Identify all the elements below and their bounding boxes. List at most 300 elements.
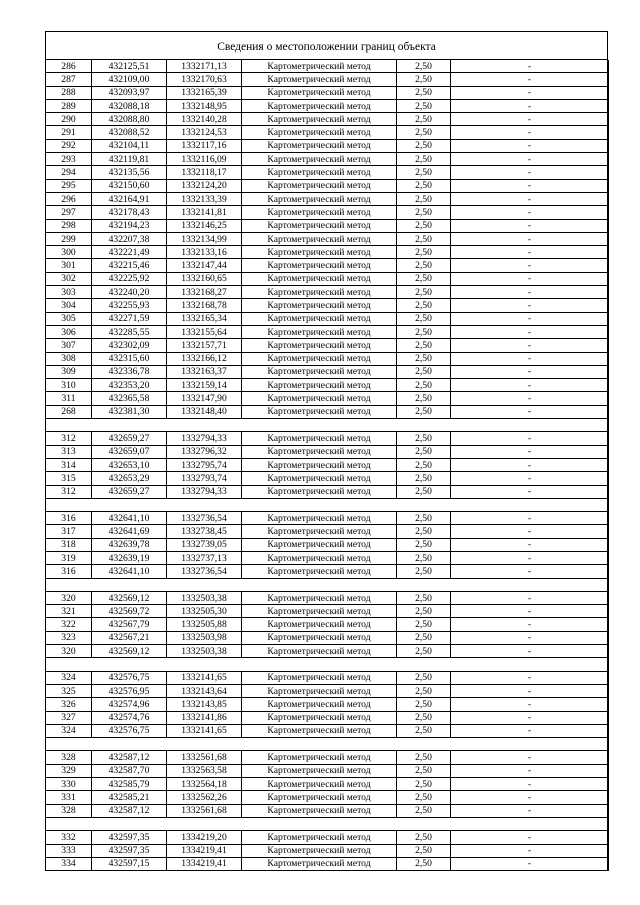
y-coordinate-cell: 1332794,33: [167, 432, 242, 445]
method-cell: Картометрический метод: [242, 472, 397, 485]
y-coordinate-cell: 1332561,68: [167, 751, 242, 764]
method-cell: Картометрический метод: [242, 259, 397, 272]
point-number-cell: 326: [46, 698, 92, 711]
x-coordinate-cell: 432597,35: [92, 844, 167, 857]
point-number-cell: 321: [46, 605, 92, 618]
method-cell: Картометрический метод: [242, 60, 397, 73]
y-coordinate-cell: 1332166,12: [167, 352, 242, 365]
x-coordinate-cell: 432585,21: [92, 791, 167, 804]
x-coordinate-cell: 432576,95: [92, 684, 167, 697]
table-row: [46, 711, 609, 724]
x-coordinate-cell: 432088,18: [92, 99, 167, 112]
table-row: [46, 325, 609, 338]
table-row: [46, 352, 609, 365]
method-cell: Картометрический метод: [242, 751, 397, 764]
accuracy-cell: 2,50: [397, 565, 451, 578]
y-coordinate-cell: 1332159,14: [167, 379, 242, 392]
method-cell: Картометрический метод: [242, 591, 397, 604]
accuracy-cell: 2,50: [397, 60, 451, 73]
x-coordinate-cell: 432587,12: [92, 751, 167, 764]
point-number-cell: 320: [46, 645, 92, 658]
note-cell: -: [451, 538, 609, 551]
group-separator-row: [46, 419, 609, 432]
table-row: [46, 565, 609, 578]
y-coordinate-cell: 1332564,18: [167, 778, 242, 791]
accuracy-cell: 2,50: [397, 339, 451, 352]
note-cell: -: [451, 831, 609, 844]
accuracy-cell: 2,50: [397, 113, 451, 126]
note-cell: -: [451, 631, 609, 644]
table-row: [46, 153, 609, 166]
x-coordinate-cell: 432587,70: [92, 764, 167, 777]
x-coordinate-cell: 432194,23: [92, 219, 167, 232]
accuracy-cell: 2,50: [397, 485, 451, 498]
method-cell: Картометрический метод: [242, 99, 397, 112]
method-cell: Картометрический метод: [242, 724, 397, 737]
method-cell: Картометрический метод: [242, 631, 397, 644]
x-coordinate-cell: 432576,75: [92, 724, 167, 737]
table-row: [46, 778, 609, 791]
point-number-cell: 302: [46, 272, 92, 285]
x-coordinate-cell: 432641,10: [92, 565, 167, 578]
y-coordinate-cell: 1332168,27: [167, 286, 242, 299]
method-cell: Картометрический метод: [242, 126, 397, 139]
accuracy-cell: 2,50: [397, 538, 451, 551]
method-cell: Картометрический метод: [242, 791, 397, 804]
method-cell: Картометрический метод: [242, 339, 397, 352]
table-row: [46, 139, 609, 152]
point-number-cell: 291: [46, 126, 92, 139]
y-coordinate-cell: 1332168,78: [167, 299, 242, 312]
x-coordinate-cell: 432574,76: [92, 711, 167, 724]
table-row: [46, 60, 609, 73]
x-coordinate-cell: 432119,81: [92, 153, 167, 166]
x-coordinate-cell: 432597,15: [92, 857, 167, 870]
x-coordinate-cell: 432381,30: [92, 405, 167, 418]
method-cell: Картометрический метод: [242, 272, 397, 285]
x-coordinate-cell: 432315,60: [92, 352, 167, 365]
point-number-cell: 295: [46, 179, 92, 192]
x-coordinate-cell: 432150,60: [92, 179, 167, 192]
table-row: [46, 791, 609, 804]
method-cell: Картометрический метод: [242, 645, 397, 658]
method-cell: Картометрический метод: [242, 485, 397, 498]
x-coordinate-cell: 432240,20: [92, 286, 167, 299]
note-cell: -: [451, 299, 609, 312]
method-cell: Картометрический метод: [242, 192, 397, 205]
y-coordinate-cell: 1332796,32: [167, 445, 242, 458]
x-coordinate-cell: 432135,56: [92, 166, 167, 179]
y-coordinate-cell: 1332505,30: [167, 605, 242, 618]
group-separator-row: [46, 658, 609, 671]
accuracy-cell: 2,50: [397, 591, 451, 604]
table-row: [46, 392, 609, 405]
separator-cell: [46, 578, 609, 591]
note-cell: -: [451, 259, 609, 272]
point-number-cell: 317: [46, 525, 92, 538]
y-coordinate-cell: 1332148,95: [167, 99, 242, 112]
x-coordinate-cell: 432659,07: [92, 445, 167, 458]
table-row: [46, 551, 609, 564]
method-cell: Картометрический метод: [242, 551, 397, 564]
note-cell: -: [451, 272, 609, 285]
table-row: [46, 246, 609, 259]
y-coordinate-cell: 1334219,20: [167, 831, 242, 844]
method-cell: Картометрический метод: [242, 299, 397, 312]
table-row: [46, 192, 609, 205]
method-cell: Картометрический метод: [242, 379, 397, 392]
point-number-cell: 328: [46, 804, 92, 817]
accuracy-cell: 2,50: [397, 645, 451, 658]
accuracy-cell: 2,50: [397, 179, 451, 192]
note-cell: -: [451, 219, 609, 232]
table-row: [46, 671, 609, 684]
x-coordinate-cell: 432088,52: [92, 126, 167, 139]
y-coordinate-cell: 1332116,09: [167, 153, 242, 166]
accuracy-cell: 2,50: [397, 352, 451, 365]
note-cell: -: [451, 286, 609, 299]
table-row: [46, 365, 609, 378]
note-cell: -: [451, 764, 609, 777]
y-coordinate-cell: 1332738,45: [167, 525, 242, 538]
note-cell: -: [451, 684, 609, 697]
point-number-cell: 290: [46, 113, 92, 126]
method-cell: Картометрический метод: [242, 857, 397, 870]
method-cell: Картометрический метод: [242, 153, 397, 166]
table-row: [46, 259, 609, 272]
y-coordinate-cell: 1332140,28: [167, 113, 242, 126]
y-coordinate-cell: 1332141,86: [167, 711, 242, 724]
method-cell: Картометрический метод: [242, 538, 397, 551]
note-cell: -: [451, 166, 609, 179]
point-number-cell: 330: [46, 778, 92, 791]
method-cell: Картометрический метод: [242, 804, 397, 817]
x-coordinate-cell: 432302,09: [92, 339, 167, 352]
table-row: [46, 179, 609, 192]
method-cell: Картометрический метод: [242, 312, 397, 325]
point-number-cell: 306: [46, 325, 92, 338]
point-number-cell: 323: [46, 631, 92, 644]
accuracy-cell: 2,50: [397, 684, 451, 697]
accuracy-cell: 2,50: [397, 86, 451, 99]
method-cell: Картометрический метод: [242, 232, 397, 245]
accuracy-cell: 2,50: [397, 631, 451, 644]
x-coordinate-cell: 432641,10: [92, 512, 167, 525]
accuracy-cell: 2,50: [397, 192, 451, 205]
table-row: [46, 113, 609, 126]
accuracy-cell: 2,50: [397, 99, 451, 112]
y-coordinate-cell: 1332171,13: [167, 60, 242, 73]
x-coordinate-cell: 432659,27: [92, 485, 167, 498]
point-number-cell: 309: [46, 365, 92, 378]
point-number-cell: 305: [46, 312, 92, 325]
table-row: [46, 73, 609, 86]
separator-cell: [46, 738, 609, 751]
x-coordinate-cell: 432569,72: [92, 605, 167, 618]
note-cell: -: [451, 565, 609, 578]
table-row: [46, 698, 609, 711]
y-coordinate-cell: 1332739,05: [167, 538, 242, 551]
y-coordinate-cell: 1332118,17: [167, 166, 242, 179]
table-row: [46, 379, 609, 392]
method-cell: Картометрический метод: [242, 365, 397, 378]
y-coordinate-cell: 1332163,37: [167, 365, 242, 378]
note-cell: -: [451, 139, 609, 152]
accuracy-cell: 2,50: [397, 232, 451, 245]
x-coordinate-cell: 432574,96: [92, 698, 167, 711]
method-cell: Картометрический метод: [242, 512, 397, 525]
point-number-cell: 320: [46, 591, 92, 604]
method-cell: Картометрический метод: [242, 844, 397, 857]
accuracy-cell: 2,50: [397, 844, 451, 857]
note-cell: -: [451, 325, 609, 338]
method-cell: Картометрический метод: [242, 139, 397, 152]
method-cell: Картометрический метод: [242, 392, 397, 405]
accuracy-cell: 2,50: [397, 458, 451, 471]
table-row: [46, 525, 609, 538]
table-row: [46, 538, 609, 551]
point-number-cell: 314: [46, 458, 92, 471]
note-cell: -: [451, 751, 609, 764]
point-number-cell: 303: [46, 286, 92, 299]
table-row: [46, 684, 609, 697]
table-row: [46, 312, 609, 325]
table-row: [46, 272, 609, 285]
x-coordinate-cell: 432639,78: [92, 538, 167, 551]
accuracy-cell: 2,50: [397, 126, 451, 139]
note-cell: -: [451, 485, 609, 498]
accuracy-cell: 2,50: [397, 698, 451, 711]
point-number-cell: 316: [46, 512, 92, 525]
x-coordinate-cell: 432641,69: [92, 525, 167, 538]
table-row: [46, 286, 609, 299]
point-number-cell: 300: [46, 246, 92, 259]
note-cell: -: [451, 432, 609, 445]
accuracy-cell: 2,50: [397, 325, 451, 338]
note-cell: -: [451, 605, 609, 618]
accuracy-cell: 2,50: [397, 272, 451, 285]
x-coordinate-cell: 432567,21: [92, 631, 167, 644]
accuracy-cell: 2,50: [397, 379, 451, 392]
point-number-cell: 318: [46, 538, 92, 551]
y-coordinate-cell: 1332165,39: [167, 86, 242, 99]
table-row: [46, 724, 609, 737]
y-coordinate-cell: 1332737,13: [167, 551, 242, 564]
method-cell: Картометрический метод: [242, 166, 397, 179]
table-row: [46, 339, 609, 352]
y-coordinate-cell: 1332157,71: [167, 339, 242, 352]
group-separator-row: [46, 578, 609, 591]
note-cell: -: [451, 671, 609, 684]
point-number-cell: 292: [46, 139, 92, 152]
method-cell: Картометрический метод: [242, 113, 397, 126]
point-number-cell: 298: [46, 219, 92, 232]
x-coordinate-cell: 432659,27: [92, 432, 167, 445]
point-number-cell: 299: [46, 232, 92, 245]
note-cell: -: [451, 618, 609, 631]
accuracy-cell: 2,50: [397, 605, 451, 618]
note-cell: -: [451, 551, 609, 564]
accuracy-cell: 2,50: [397, 711, 451, 724]
y-coordinate-cell: 1332793,74: [167, 472, 242, 485]
method-cell: Картометрический метод: [242, 525, 397, 538]
accuracy-cell: 2,50: [397, 246, 451, 259]
accuracy-cell: 2,50: [397, 259, 451, 272]
separator-cell: [46, 658, 609, 671]
x-coordinate-cell: 432585,79: [92, 778, 167, 791]
point-number-cell: 319: [46, 551, 92, 564]
method-cell: Картометрический метод: [242, 352, 397, 365]
table-row: [46, 405, 609, 418]
point-number-cell: 312: [46, 485, 92, 498]
note-cell: -: [451, 458, 609, 471]
point-number-cell: 307: [46, 339, 92, 352]
table-row: [46, 631, 609, 644]
y-coordinate-cell: 1332117,16: [167, 139, 242, 152]
y-coordinate-cell: 1334219,41: [167, 857, 242, 870]
sheet-title: Сведения о местоположении границ объекта: [46, 32, 607, 60]
point-number-cell: 304: [46, 299, 92, 312]
point-number-cell: 315: [46, 472, 92, 485]
accuracy-cell: 2,50: [397, 804, 451, 817]
note-cell: -: [451, 392, 609, 405]
note-cell: -: [451, 645, 609, 658]
x-coordinate-cell: 432178,43: [92, 206, 167, 219]
method-cell: Картометрический метод: [242, 445, 397, 458]
coordinates-table-body: [46, 60, 609, 871]
x-coordinate-cell: 432285,55: [92, 325, 167, 338]
x-coordinate-cell: 432207,38: [92, 232, 167, 245]
group-separator-row: [46, 817, 609, 830]
point-number-cell: 332: [46, 831, 92, 844]
accuracy-cell: 2,50: [397, 139, 451, 152]
note-cell: -: [451, 192, 609, 205]
point-number-cell: 329: [46, 764, 92, 777]
method-cell: Картометрический метод: [242, 458, 397, 471]
separator-cell: [46, 817, 609, 830]
y-coordinate-cell: 1332124,20: [167, 179, 242, 192]
x-coordinate-cell: 432104,11: [92, 139, 167, 152]
table-row: [46, 605, 609, 618]
table-row: [46, 472, 609, 485]
x-coordinate-cell: 432088,80: [92, 113, 167, 126]
accuracy-cell: 2,50: [397, 764, 451, 777]
x-coordinate-cell: 432225,92: [92, 272, 167, 285]
method-cell: Картометрический метод: [242, 219, 397, 232]
table-row: [46, 831, 609, 844]
x-coordinate-cell: 432353,20: [92, 379, 167, 392]
point-number-cell: 293: [46, 153, 92, 166]
point-number-cell: 297: [46, 206, 92, 219]
table-row: [46, 591, 609, 604]
accuracy-cell: 2,50: [397, 73, 451, 86]
group-separator-row: [46, 738, 609, 751]
x-coordinate-cell: 432215,46: [92, 259, 167, 272]
note-cell: -: [451, 591, 609, 604]
x-coordinate-cell: 432164,91: [92, 192, 167, 205]
point-number-cell: 308: [46, 352, 92, 365]
point-number-cell: 311: [46, 392, 92, 405]
accuracy-cell: 2,50: [397, 512, 451, 525]
x-coordinate-cell: 432639,19: [92, 551, 167, 564]
note-cell: -: [451, 352, 609, 365]
y-coordinate-cell: 1332736,54: [167, 565, 242, 578]
note-cell: -: [451, 339, 609, 352]
x-coordinate-cell: 432255,93: [92, 299, 167, 312]
y-coordinate-cell: 1332146,25: [167, 219, 242, 232]
x-coordinate-cell: 432271,59: [92, 312, 167, 325]
table-row: [46, 99, 609, 112]
note-cell: -: [451, 379, 609, 392]
accuracy-cell: 2,50: [397, 724, 451, 737]
y-coordinate-cell: 1332147,44: [167, 259, 242, 272]
note-cell: -: [451, 126, 609, 139]
note-cell: -: [451, 206, 609, 219]
method-cell: Картометрический метод: [242, 618, 397, 631]
method-cell: Картометрический метод: [242, 698, 397, 711]
y-coordinate-cell: 1332503,98: [167, 631, 242, 644]
accuracy-cell: 2,50: [397, 791, 451, 804]
y-coordinate-cell: 1332562,26: [167, 791, 242, 804]
point-number-cell: 296: [46, 192, 92, 205]
method-cell: Картометрический метод: [242, 86, 397, 99]
y-coordinate-cell: 1332124,53: [167, 126, 242, 139]
point-number-cell: 289: [46, 99, 92, 112]
boundary-sheet: [45, 31, 608, 871]
table-row: [46, 751, 609, 764]
accuracy-cell: 2,50: [397, 831, 451, 844]
table-row: [46, 232, 609, 245]
y-coordinate-cell: 1332505,88: [167, 618, 242, 631]
y-coordinate-cell: 1332160,65: [167, 272, 242, 285]
note-cell: -: [451, 405, 609, 418]
point-number-cell: 268: [46, 405, 92, 418]
accuracy-cell: 2,50: [397, 153, 451, 166]
y-coordinate-cell: 1332133,16: [167, 246, 242, 259]
point-number-cell: 328: [46, 751, 92, 764]
point-number-cell: 313: [46, 445, 92, 458]
accuracy-cell: 2,50: [397, 525, 451, 538]
y-coordinate-cell: 1332165,34: [167, 312, 242, 325]
table-row: [46, 512, 609, 525]
table-row: [46, 618, 609, 631]
point-number-cell: 287: [46, 73, 92, 86]
point-number-cell: 324: [46, 671, 92, 684]
table-row: [46, 804, 609, 817]
table-row: [46, 485, 609, 498]
accuracy-cell: 2,50: [397, 751, 451, 764]
method-cell: Картометрический метод: [242, 246, 397, 259]
y-coordinate-cell: 1332155,64: [167, 325, 242, 338]
point-number-cell: 316: [46, 565, 92, 578]
note-cell: -: [451, 86, 609, 99]
table-row: [46, 445, 609, 458]
point-number-cell: 334: [46, 857, 92, 870]
note-cell: -: [451, 179, 609, 192]
accuracy-cell: 2,50: [397, 312, 451, 325]
accuracy-cell: 2,50: [397, 778, 451, 791]
table-row: [46, 844, 609, 857]
method-cell: Картометрический метод: [242, 778, 397, 791]
note-cell: -: [451, 857, 609, 870]
accuracy-cell: 2,50: [397, 445, 451, 458]
point-number-cell: 325: [46, 684, 92, 697]
method-cell: Картометрический метод: [242, 831, 397, 844]
method-cell: Картометрический метод: [242, 73, 397, 86]
accuracy-cell: 2,50: [397, 392, 451, 405]
point-number-cell: 286: [46, 60, 92, 73]
method-cell: Картометрический метод: [242, 206, 397, 219]
